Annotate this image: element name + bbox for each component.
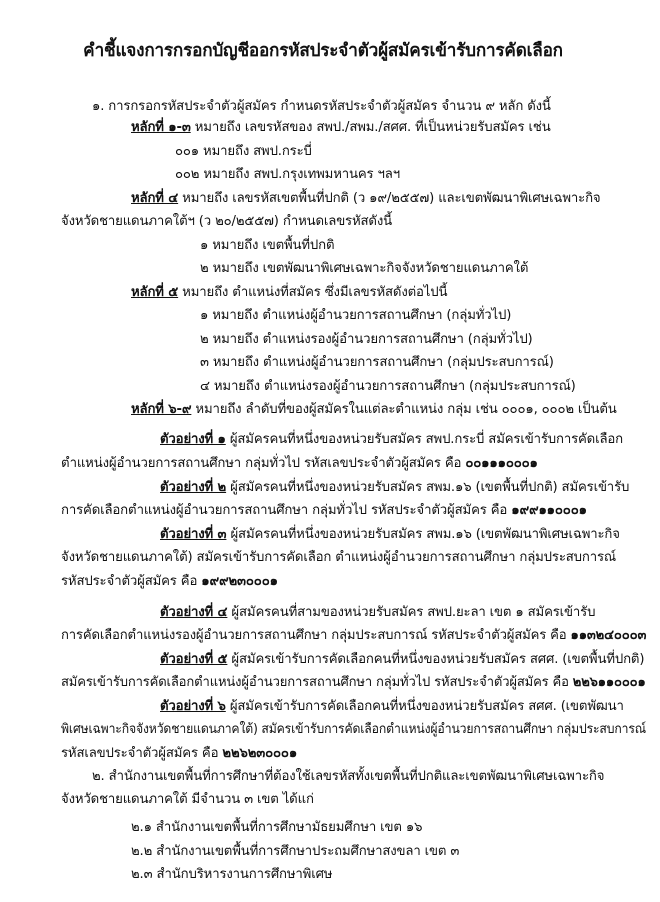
- example-3-line-3: [61, 573, 278, 591]
- digit-4-option-1: ๑ หมายถึง เขตพื้นที่ปกติ: [200, 238, 335, 253]
- example-3-code: ๑๙๙๒๓๐๐๐๑: [201, 574, 278, 589]
- example-6-line-2: พิเศษเฉพาะกิจจังหวัดชายแดนภาคใต้) สมัครเข้ารับการคัดเลือกตำแหน่งผู้อำนวยการสถานศึกษา กลุ่มประสบการณ์: [61, 722, 646, 737]
- example-5-text-1: ผู้สมัครเข้ารับการคัดเลือกคนที่หนึ่งของหน่วยรับสมัคร สศศ. (เขตพื้นที่ปกติ): [227, 652, 645, 667]
- digit-1-3-text: หมายถึง เลขรหัสของ สพป./สพม./สศศ. ที่เป็นหน่วยรับสมัคร เช่น: [190, 120, 551, 135]
- example-4-key: ตัวอย่างที่ ๔: [160, 605, 228, 620]
- example-2-key: ตัวอย่างที่ ๒: [160, 480, 227, 495]
- example-5-line-2: [61, 674, 646, 692]
- example-4-line-2: [61, 627, 646, 645]
- digit-6-9-line: [131, 401, 617, 419]
- digit-5-option-2: ๒ หมายถึง ตำแหน่งรองผู้อำนวยการสถานศึกษา (กลุ่มทั่วไป): [200, 332, 533, 347]
- example-3-text-1: ผู้สมัครคนที่หนึ่งของหน่วยรับสมัคร สพม.๑๖ (เขตพัฒนาพิเศษเฉพาะกิจ: [226, 527, 620, 542]
- example-1-code: ๐๐๑๑๑๐๐๐๑: [465, 456, 538, 471]
- example-4-text-1: ผู้สมัครคนที่สามของหน่วยรับสมัคร สพป.ยะลา เขต ๑ สมัครเข้ารับ: [227, 605, 596, 620]
- example-1-text-2: ตำแหน่งผู้อำนวยการสถานศึกษา กลุ่มทั่วไป รหัสเลขประจำตัวผู้สมัคร คือ: [61, 456, 466, 471]
- example-1-text-1: ผู้สมัครคนที่หนึ่งของหน่วยรับสมัคร สพป.กระบี่ สมัครเข้ารับการคัดเลือก: [225, 432, 623, 447]
- example-3-key: ตัวอย่างที่ ๓: [160, 527, 227, 542]
- example-2-code: ๑๙๙๑๑๐๐๐๑: [511, 503, 587, 518]
- digit-6-9-text: หมายถึง ลำดับที่ของผู้สมัครในแต่ละตำแหน่ง กลุ่ม เช่น ๐๐๐๑, ๐๐๐๒ เป็นต้น: [191, 402, 617, 417]
- digit-4-key: หลักที่ ๔: [131, 191, 179, 206]
- digit-5-option-3: ๓ หมายถึง ตำแหน่งผู้อำนวยการสถานศึกษา (กลุ่มประสบการณ์): [200, 355, 554, 370]
- section-2-item-1: ๒.๑ สำนักงานเขตพื้นที่การศึกษามัธยมศึกษา เขต ๑๖: [131, 820, 423, 835]
- section-2-item-3: ๒.๓ สำนักบริหารงานการศึกษาพิเศษ: [131, 867, 333, 882]
- digit-5-key: หลักที่ ๕: [131, 285, 179, 300]
- example-5-key: ตัวอย่างที่ ๕: [160, 652, 228, 667]
- example-5-code: ๒๒๖๑๑๐๐๐๑: [572, 675, 646, 690]
- example-6-line-3: [61, 745, 297, 763]
- digit-4-line: [131, 190, 600, 208]
- example-2-line-2: [61, 502, 587, 520]
- digit-5-option-4: ๔ หมายถึง ตำแหน่งรองผู้อำนวยการสถานศึกษา (กลุ่มประสบการณ์): [200, 379, 576, 394]
- example-1-line-1: [160, 431, 623, 449]
- digit-1-3-key: หลักที่ ๑-๓: [131, 120, 191, 135]
- digit-5-option-1: ๑ หมายถึง ตำแหน่งผู้อำนวยการสถานศึกษา (กลุ่มทั่วไป): [200, 308, 512, 323]
- example-3-text-3: รหัสประจำตัวผู้สมัคร คือ: [61, 574, 202, 589]
- example-5-text-2: สมัครเข้ารับการคัดเลือกตำแหน่งผู้อำนวยการสถานศึกษา กลุ่มทั่วไป รหัสประจำตัวผู้สมัคร คือ: [61, 675, 573, 690]
- example-4-line-1: [160, 604, 595, 622]
- example-6-text-1: ผู้สมัครเข้ารับการคัดเลือกคนที่หนึ่งของหน่วยรับสมัคร สศศ. (เขตพัฒนา: [225, 699, 624, 714]
- example-6-text-3: รหัสเลขประจำตัวผู้สมัคร คือ: [61, 746, 223, 761]
- digit-5-text: หมายถึง ตำแหน่งที่สมัคร ซึ่งมีเลขรหัสดังต่อไปนี้: [178, 285, 448, 300]
- digit-1-3-example-2: ๐๐๒ หมายถึง สพป.กรุงเทพมหานคร ฯลฯ: [175, 167, 400, 182]
- digit-1-3-example-1: ๐๐๑ หมายถึง สพป.กระบี่: [175, 144, 312, 159]
- example-1-key: ตัวอย่างที่ ๑: [160, 432, 226, 447]
- document-title: คำชี้แจงการกรอกบัญชีออกรหัสประจำตัวผู้สมัครเข้ารับการคัดเลือก: [83, 41, 563, 61]
- digit-1-3-line: [131, 119, 551, 137]
- digit-4-continuation: จังหวัดชายแดนภาคใต้ฯ (ว ๒๐/๒๕๕๗) กำหนดเลขรหัสดังนี้: [61, 214, 393, 229]
- digit-4-option-2: ๒ หมายถึง เขตพัฒนาพิเศษเฉพาะกิจจังหวัดชายแดนภาคใต้: [200, 261, 529, 276]
- section-2-line-1: ๒. สำนักงานเขตพื้นที่การศึกษาที่ต้องใช้เลขรหัสทั้งเขตพื้นที่ปกติและเขตพัฒนาพิเศษเฉพาะกิจ: [92, 769, 605, 784]
- example-4-code: ๑๑๓๒๔๐๐๐๓: [570, 628, 647, 643]
- example-2-line-1: [160, 479, 629, 497]
- section-1-intro: ๑. การกรอกรหัสประจำตัวผู้สมัคร กำหนดรหัสประจำตัวผู้สมัคร จำนวน ๙ หลัก ดังนี้: [92, 99, 551, 114]
- example-4-text-2: การคัดเลือกตำแหน่งรองผู้อำนวยการสถานศึกษา กลุ่มประสบการณ์ รหัสประจำตัวผู้สมัคร คือ: [61, 628, 571, 643]
- digit-5-line: [131, 284, 447, 302]
- example-1-line-2: [61, 455, 538, 473]
- example-6-key: ตัวอย่างที่ ๖: [160, 699, 226, 714]
- example-2-text-1: ผู้สมัครคนที่หนึ่งของหน่วยรับสมัคร สพม.๑๖ (เขตพื้นที่ปกติ) สมัครเข้ารับ: [226, 480, 630, 495]
- example-3-line-2: จังหวัดชายแดนภาคใต้) สมัครเข้ารับการคัดเลือก ตำแหน่งผู้อำนวยการสถานศึกษา กลุ่มประสบการณ์: [61, 550, 616, 565]
- example-5-line-1: [160, 651, 644, 669]
- section-2-item-2: ๒.๒ สำนักงานเขตพื้นที่การศึกษาประถมศึกษาสงขลา เขต ๓: [131, 844, 460, 859]
- section-2-line-2: จังหวัดชายแดนภาคใต้ มีจำนวน ๓ เขต ได้แก่: [61, 792, 314, 807]
- example-3-line-1: [160, 526, 620, 544]
- example-6-code: ๒๒๖๒๓๐๐๐๑: [222, 746, 298, 761]
- example-6-line-1: [160, 698, 624, 716]
- digit-4-text: หมายถึง เลขรหัสเขตพื้นที่ปกติ (ว ๑๙/๒๕๕๗) และเขตพัฒนาพิเศษเฉพาะกิจ: [178, 191, 601, 206]
- digit-6-9-key: หลักที่ ๖-๙: [131, 402, 192, 417]
- example-2-text-2: การคัดเลือกตำแหน่งผู้อำนวยการสถานศึกษา กลุ่มทั่วไป รหัสประจำตัวผู้สมัคร คือ: [61, 503, 512, 518]
